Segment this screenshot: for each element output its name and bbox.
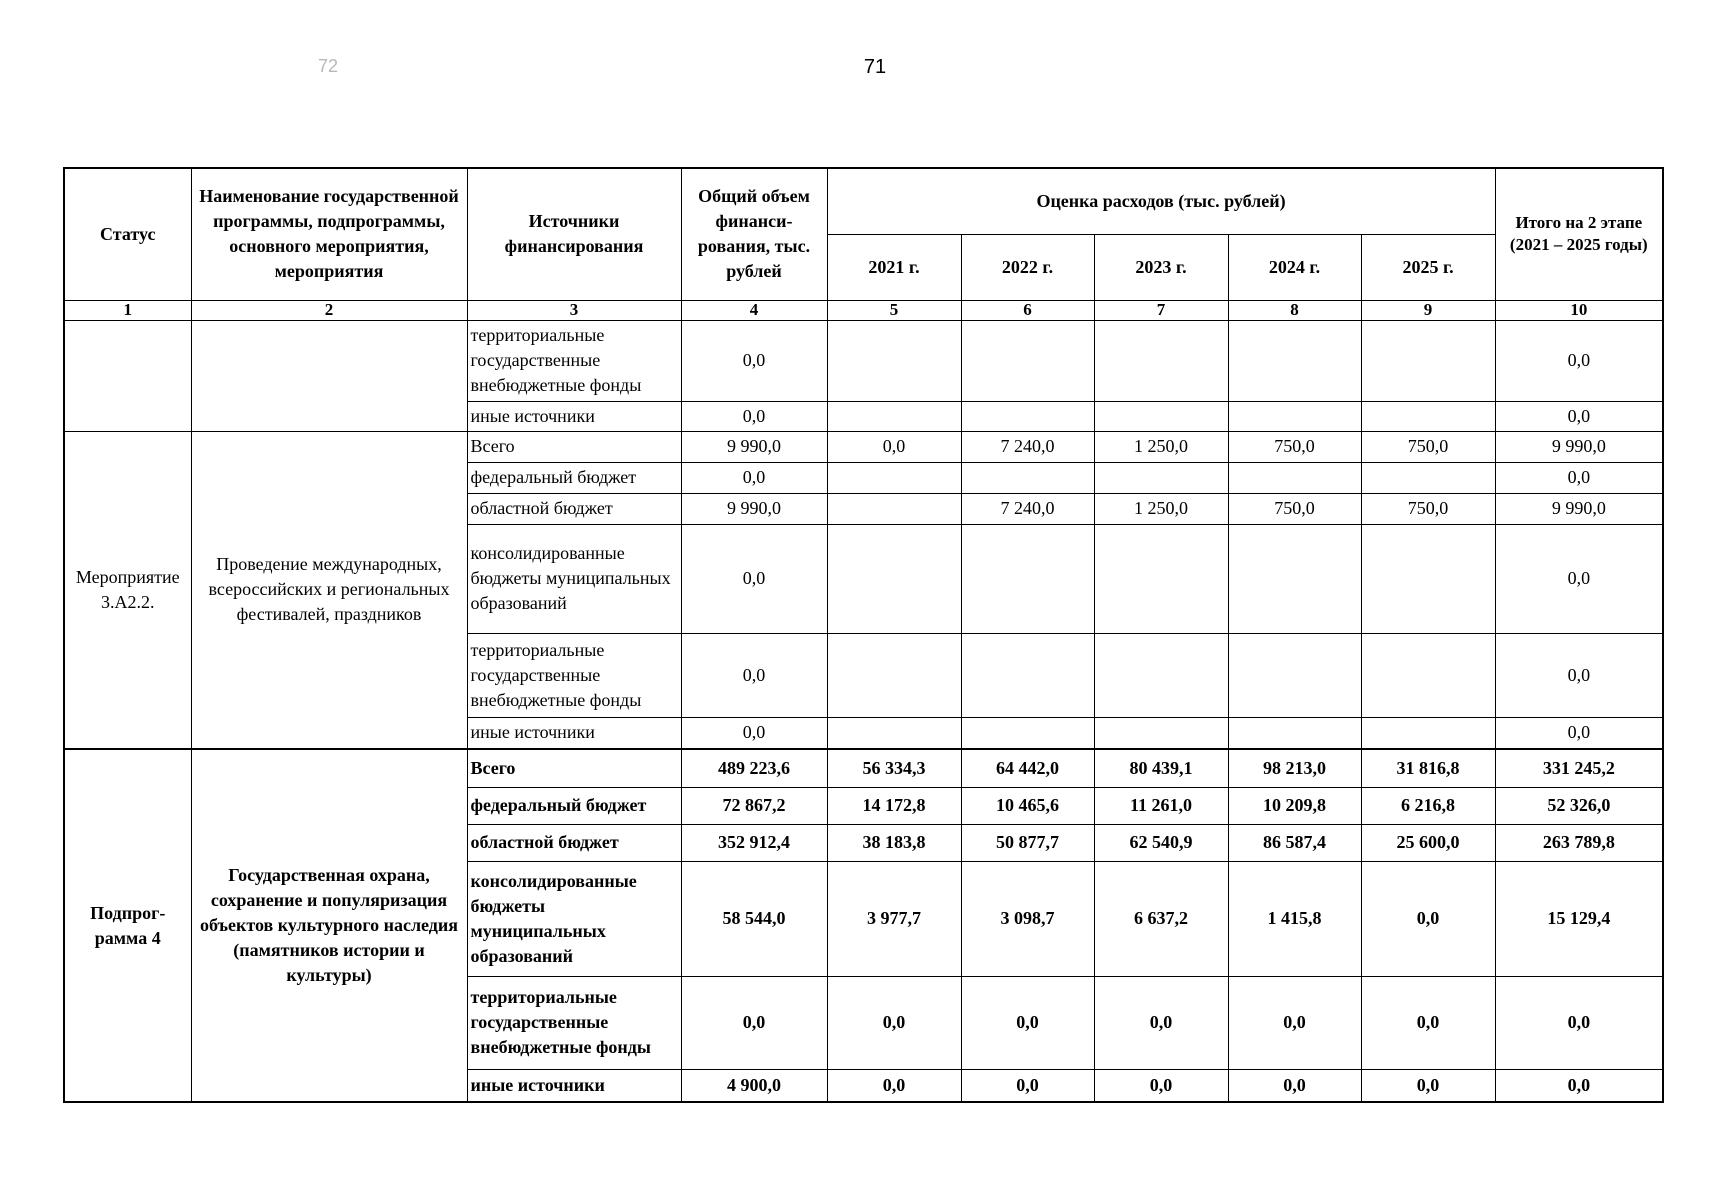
year-2022-cell: 0,0 <box>961 976 1094 1069</box>
status-cell <box>64 320 191 431</box>
source-cell: консолидированные бюджеты муниципальных образований <box>467 861 681 976</box>
source-cell: федеральный бюджет <box>467 787 681 824</box>
year-2021-cell <box>827 524 961 633</box>
year-2023-cell <box>1094 717 1228 749</box>
year-2023-cell: 1 250,0 <box>1094 493 1228 524</box>
year-2023-cell: 0,0 <box>1094 976 1228 1069</box>
year-2023-cell: 80 439,1 <box>1094 749 1228 787</box>
year-2023-cell: 62 540,9 <box>1094 824 1228 861</box>
header-year-2024: 2024 г. <box>1228 234 1361 300</box>
total-cell: 9 990,0 <box>681 493 827 524</box>
year-2021-cell <box>827 493 961 524</box>
stage-total-cell: 0,0 <box>1495 401 1663 431</box>
total-cell: 0,0 <box>681 462 827 493</box>
column-number: 7 <box>1094 300 1228 320</box>
year-2025-cell: 25 600,0 <box>1361 824 1495 861</box>
budget-table <box>63 167 1664 1103</box>
stage-total-cell: 52 326,0 <box>1495 787 1663 824</box>
year-2024-cell: 1 415,8 <box>1228 861 1361 976</box>
year-2024-cell <box>1228 633 1361 717</box>
year-2025-cell <box>1361 401 1495 431</box>
group-activity <box>64 431 1663 749</box>
source-cell: территориальные государственные внебюджетные фонды <box>467 320 681 401</box>
source-cell: областной бюджет <box>467 824 681 861</box>
year-2024-cell: 750,0 <box>1228 493 1361 524</box>
year-2021-cell: 3 977,7 <box>827 861 961 976</box>
stage-total-cell: 15 129,4 <box>1495 861 1663 976</box>
year-2022-cell <box>961 633 1094 717</box>
year-2021-cell: 56 334,3 <box>827 749 961 787</box>
year-2023-cell: 11 261,0 <box>1094 787 1228 824</box>
total-cell: 72 867,2 <box>681 787 827 824</box>
name-cell: Государственная охрана, сохранение и популяризация объектов культурного наследия (памятников истории и культуры) <box>191 749 467 1102</box>
header-year-2025: 2025 г. <box>1361 234 1495 300</box>
column-numbers-row <box>64 300 1663 320</box>
source-cell: федеральный бюджет <box>467 462 681 493</box>
year-2024-cell: 0,0 <box>1228 976 1361 1069</box>
column-number: 5 <box>827 300 961 320</box>
year-2025-cell: 6 216,8 <box>1361 787 1495 824</box>
total-cell: 4 900,0 <box>681 1069 827 1102</box>
year-2023-cell: 0,0 <box>1094 1069 1228 1102</box>
year-2023-cell <box>1094 320 1228 401</box>
year-2021-cell <box>827 633 961 717</box>
year-2025-cell: 0,0 <box>1361 976 1495 1069</box>
header-year-2021: 2021 г. <box>827 234 961 300</box>
source-cell: иные источники <box>467 1069 681 1102</box>
year-2021-cell: 14 172,8 <box>827 787 961 824</box>
year-2021-cell <box>827 717 961 749</box>
table-row <box>64 431 1663 462</box>
year-2025-cell <box>1361 320 1495 401</box>
header-name: Наименование государственной программы, подпрограммы, основного мероприятия, мероприятия <box>191 168 467 300</box>
year-2025-cell: 0,0 <box>1361 1069 1495 1102</box>
total-cell: 58 544,0 <box>681 861 827 976</box>
header-year-2023: 2023 г. <box>1094 234 1228 300</box>
column-number: 8 <box>1228 300 1361 320</box>
year-2024-cell: 0,0 <box>1228 1069 1361 1102</box>
column-number: 3 <box>467 300 681 320</box>
year-2022-cell: 10 465,6 <box>961 787 1094 824</box>
status-cell: Мероприятие 3.А2.2. <box>64 431 191 749</box>
stage-total-cell: 0,0 <box>1495 717 1663 749</box>
year-2022-cell: 7 240,0 <box>961 493 1094 524</box>
year-2024-cell: 750,0 <box>1228 431 1361 462</box>
year-2022-cell <box>961 524 1094 633</box>
year-2024-cell <box>1228 462 1361 493</box>
stage-total-cell: 0,0 <box>1495 524 1663 633</box>
column-number: 6 <box>961 300 1094 320</box>
source-cell: консолидированные бюджеты муниципальных образований <box>467 524 681 633</box>
source-cell: иные источники <box>467 401 681 431</box>
year-2024-cell <box>1228 401 1361 431</box>
year-2024-cell <box>1228 524 1361 633</box>
year-2021-cell: 0,0 <box>827 976 961 1069</box>
total-cell: 0,0 <box>681 320 827 401</box>
total-cell: 0,0 <box>681 524 827 633</box>
total-cell: 0,0 <box>681 633 827 717</box>
header-total: Общий объем финанси- рования, тыс. рублей <box>681 168 827 300</box>
year-2023-cell <box>1094 633 1228 717</box>
year-2022-cell: 50 877,7 <box>961 824 1094 861</box>
stage-total-cell: 0,0 <box>1495 462 1663 493</box>
page-number: 71 <box>863 56 887 78</box>
year-2023-cell: 1 250,0 <box>1094 431 1228 462</box>
source-cell: территориальные государственные внебюджетные фонды <box>467 976 681 1069</box>
stage-total-cell: 9 990,0 <box>1495 431 1663 462</box>
year-2024-cell: 98 213,0 <box>1228 749 1361 787</box>
column-number: 4 <box>681 300 827 320</box>
table-row <box>64 749 1663 787</box>
name-cell: Проведение международных, всероссийских и региональных фестивалей, праздников <box>191 431 467 749</box>
year-2025-cell <box>1361 633 1495 717</box>
total-cell: 0,0 <box>681 717 827 749</box>
year-2023-cell <box>1094 401 1228 431</box>
year-2021-cell <box>827 462 961 493</box>
source-cell: областной бюджет <box>467 493 681 524</box>
year-2025-cell <box>1361 717 1495 749</box>
stage-total-cell: 0,0 <box>1495 320 1663 401</box>
scan-mark: 72 <box>318 56 339 76</box>
stage-total-cell: 9 990,0 <box>1495 493 1663 524</box>
group-continuation <box>64 320 1663 431</box>
year-2022-cell <box>961 401 1094 431</box>
total-cell: 0,0 <box>681 401 827 431</box>
total-cell: 352 912,4 <box>681 824 827 861</box>
year-2022-cell: 0,0 <box>961 1069 1094 1102</box>
year-2022-cell: 64 442,0 <box>961 749 1094 787</box>
header-year-2022: 2022 г. <box>961 234 1094 300</box>
year-2025-cell <box>1361 462 1495 493</box>
year-2025-cell: 750,0 <box>1361 493 1495 524</box>
source-cell: Всего <box>467 749 681 787</box>
stage-total-cell: 331 245,2 <box>1495 749 1663 787</box>
year-2024-cell: 10 209,8 <box>1228 787 1361 824</box>
year-2024-cell <box>1228 320 1361 401</box>
year-2025-cell: 31 816,8 <box>1361 749 1495 787</box>
source-cell: Всего <box>467 431 681 462</box>
source-cell: территориальные государственные внебюджетные фонды <box>467 633 681 717</box>
name-cell <box>191 320 467 431</box>
group-subprogram <box>64 749 1663 1102</box>
year-2022-cell <box>961 717 1094 749</box>
year-2023-cell <box>1094 462 1228 493</box>
table-row <box>64 320 1663 401</box>
year-2021-cell: 0,0 <box>827 431 961 462</box>
header-stage-total: Итого на 2 этапе (2021 – 2025 годы) <box>1495 168 1663 300</box>
stage-total-cell: 0,0 <box>1495 1069 1663 1102</box>
year-2021-cell: 0,0 <box>827 1069 961 1102</box>
source-cell: иные источники <box>467 717 681 749</box>
year-2021-cell <box>827 401 961 431</box>
stage-total-cell: 0,0 <box>1495 633 1663 717</box>
year-2021-cell: 38 183,8 <box>827 824 961 861</box>
year-2023-cell <box>1094 524 1228 633</box>
column-number: 10 <box>1495 300 1663 320</box>
header-sources: Источники финансирования <box>467 168 681 300</box>
year-2021-cell <box>827 320 961 401</box>
total-cell: 9 990,0 <box>681 431 827 462</box>
column-number: 9 <box>1361 300 1495 320</box>
year-2025-cell: 750,0 <box>1361 431 1495 462</box>
column-number: 2 <box>191 300 467 320</box>
header-estimate: Оценка расходов (тыс. рублей) <box>827 168 1495 234</box>
year-2023-cell: 6 637,2 <box>1094 861 1228 976</box>
year-2022-cell <box>961 320 1094 401</box>
year-2024-cell <box>1228 717 1361 749</box>
stage-total-cell: 0,0 <box>1495 976 1663 1069</box>
header-status: Статус <box>64 168 191 300</box>
year-2022-cell: 7 240,0 <box>961 431 1094 462</box>
status-cell: Подпрог- рамма 4 <box>64 749 191 1102</box>
stage-total-cell: 263 789,8 <box>1495 824 1663 861</box>
year-2025-cell <box>1361 524 1495 633</box>
total-cell: 0,0 <box>681 976 827 1069</box>
year-2022-cell: 3 098,7 <box>961 861 1094 976</box>
year-2025-cell: 0,0 <box>1361 861 1495 976</box>
total-cell: 489 223,6 <box>681 749 827 787</box>
year-2022-cell <box>961 462 1094 493</box>
column-number: 1 <box>64 300 191 320</box>
year-2024-cell: 86 587,4 <box>1228 824 1361 861</box>
